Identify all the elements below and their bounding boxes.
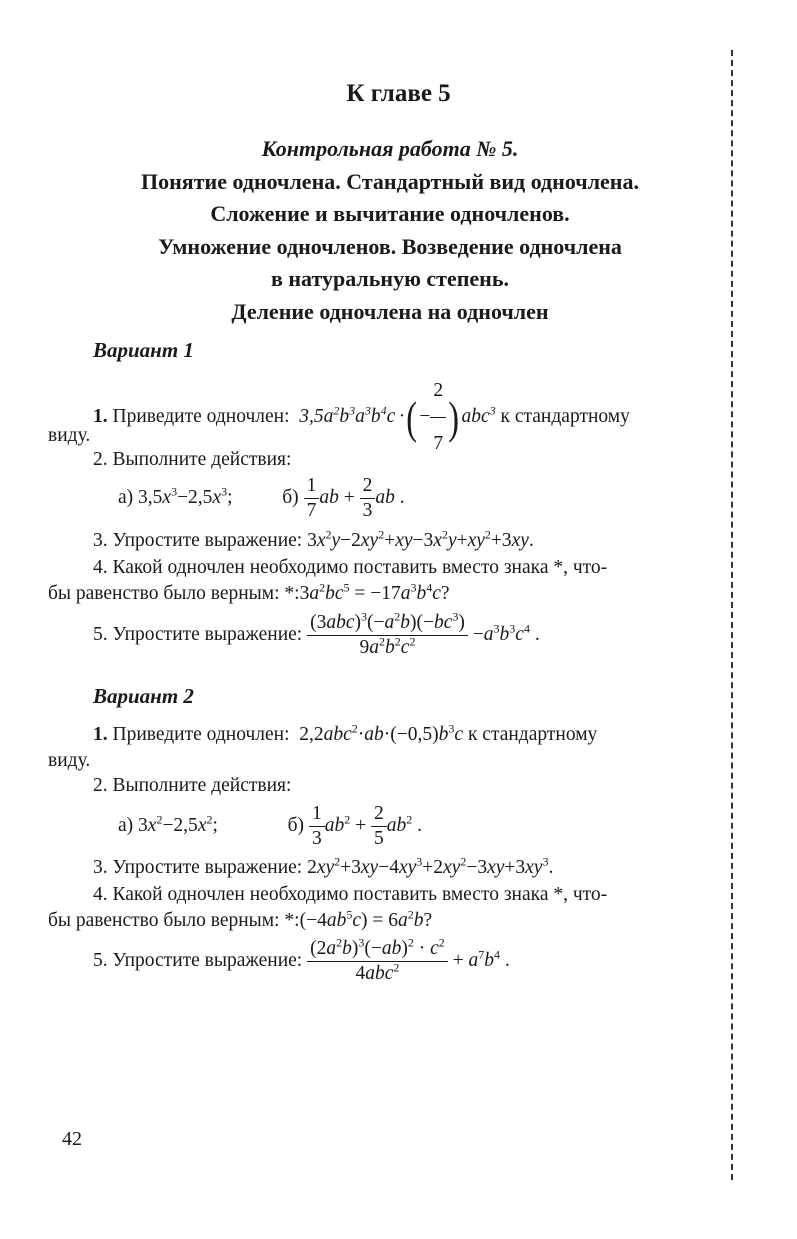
variant-2-heading: Вариант 2	[93, 684, 194, 708]
v1-task-3	[93, 527, 534, 552]
topic-line: Деление одночлена на одночлен	[231, 298, 549, 324]
v1-task-5	[93, 609, 540, 659]
math-expression: $\frac{(3abc)^3(-a^2b)(-bc^3)}{9a^2b^2c^2}$ $-a^3b^3c^4$ .	[307, 624, 540, 645]
math-expression: $3x^2y-2xy^2+xy-3x^2y+xy^2+3xy$.	[307, 527, 534, 551]
v2-task-4-line2	[48, 907, 433, 932]
task-text: бы равенство было верным:	[48, 910, 280, 931]
test-title-block	[60, 133, 720, 328]
math-expression: $*:(-4ab^5c) = 6a^2b$?	[284, 907, 433, 931]
v1-task-4-line1: 4. Какой одночлен необходимо поставить вместо знака *, что-	[93, 557, 608, 578]
part-b-label: б)	[287, 814, 305, 836]
v2-task-1	[93, 721, 598, 746]
topic-line: Понятие одночлена. Стандартный вид одночлена.	[141, 168, 639, 194]
math-expression: $*:3a^2bc^5 = -17a^3b^4c$?	[284, 580, 450, 604]
v2-task-2-parts	[118, 803, 422, 850]
part-a-label: а)	[118, 814, 134, 836]
task-text-tail: к стандартному	[467, 724, 598, 745]
task-text: 3. Упростите выражение:	[93, 530, 303, 551]
topic-line: Умножение одночленов. Возведение одночлена	[158, 233, 622, 259]
test-title: Контрольная работа № 5.	[261, 136, 519, 161]
v2-task-4-line1: 4. Какой одночлен необходимо поставить вместо знака *, что-	[93, 884, 608, 905]
v2-task-3	[93, 854, 554, 879]
v2-task-2: 2. Выполните действия:	[93, 775, 292, 796]
v1-task-4-line2	[48, 580, 450, 605]
math-fraction: − $\frac{2}{7}$	[419, 406, 446, 427]
chapter-title: К главе 5	[346, 80, 451, 107]
v1-task-1-cont: виду.	[48, 425, 91, 446]
v1-task-2: 2. Выполните действия:	[93, 449, 292, 470]
variant-1-heading: Вариант 1	[93, 338, 194, 362]
cut-line	[731, 50, 733, 1180]
right-paren: )	[448, 391, 460, 443]
page-number: 42	[62, 1128, 82, 1150]
math-expression: $\frac{1}{3}$ $ab^2$ + $\frac{2}{5}$ $ab^2$ .	[309, 815, 422, 836]
task-text: бы равенство было верным:	[48, 583, 280, 604]
v2-task-5	[93, 935, 510, 985]
v1-task-2-parts	[118, 475, 405, 522]
topic-line: Сложение и вычитание одночленов.	[210, 201, 570, 226]
task-text: 3. Упростите выражение:	[93, 857, 303, 878]
math-expression: $3,5x^3-2,5x^3$;	[138, 484, 233, 508]
v2-task-1-cont: виду.	[48, 750, 91, 771]
part-b-label: б)	[282, 486, 299, 508]
math-expression: $\frac{1}{7}$ ab + $\frac{2}{3}$ ab .	[304, 487, 405, 508]
task-number: 1.	[93, 724, 108, 745]
math-expression: $3x^2-2,5x^2$;	[138, 812, 218, 836]
task-text-tail: к стандартному	[500, 405, 630, 427]
part-a-label: а)	[118, 486, 134, 508]
math-expression: $3,5a^2b^3a^3b^4c$ ·	[294, 403, 405, 427]
math-expression: $\frac{(2a^2b)^3(-ab)^2 \cdot c^2}{4abc^2}$ + $a^7b^4$ .	[307, 950, 510, 971]
task-text: Приведите одночлен:	[112, 405, 290, 427]
task-text: 5. Упростите выражение:	[93, 949, 303, 971]
math-expression: $2,2abc^2\cdot ab\cdot(-0,5)b^3c$	[294, 721, 464, 745]
left-paren: (	[406, 391, 418, 443]
task-number: 1.	[93, 405, 108, 427]
math-expression: $2xy^2+3xy-4xy^3+2xy^2-3xy+3xy^3$.	[307, 854, 554, 878]
task-text: Приведите одночлен:	[112, 724, 290, 745]
topic-line: в натуральную степень.	[271, 266, 509, 291]
task-text: 5. Упростите выражение:	[93, 623, 303, 645]
math-expression: abc$^3$	[461, 403, 496, 427]
